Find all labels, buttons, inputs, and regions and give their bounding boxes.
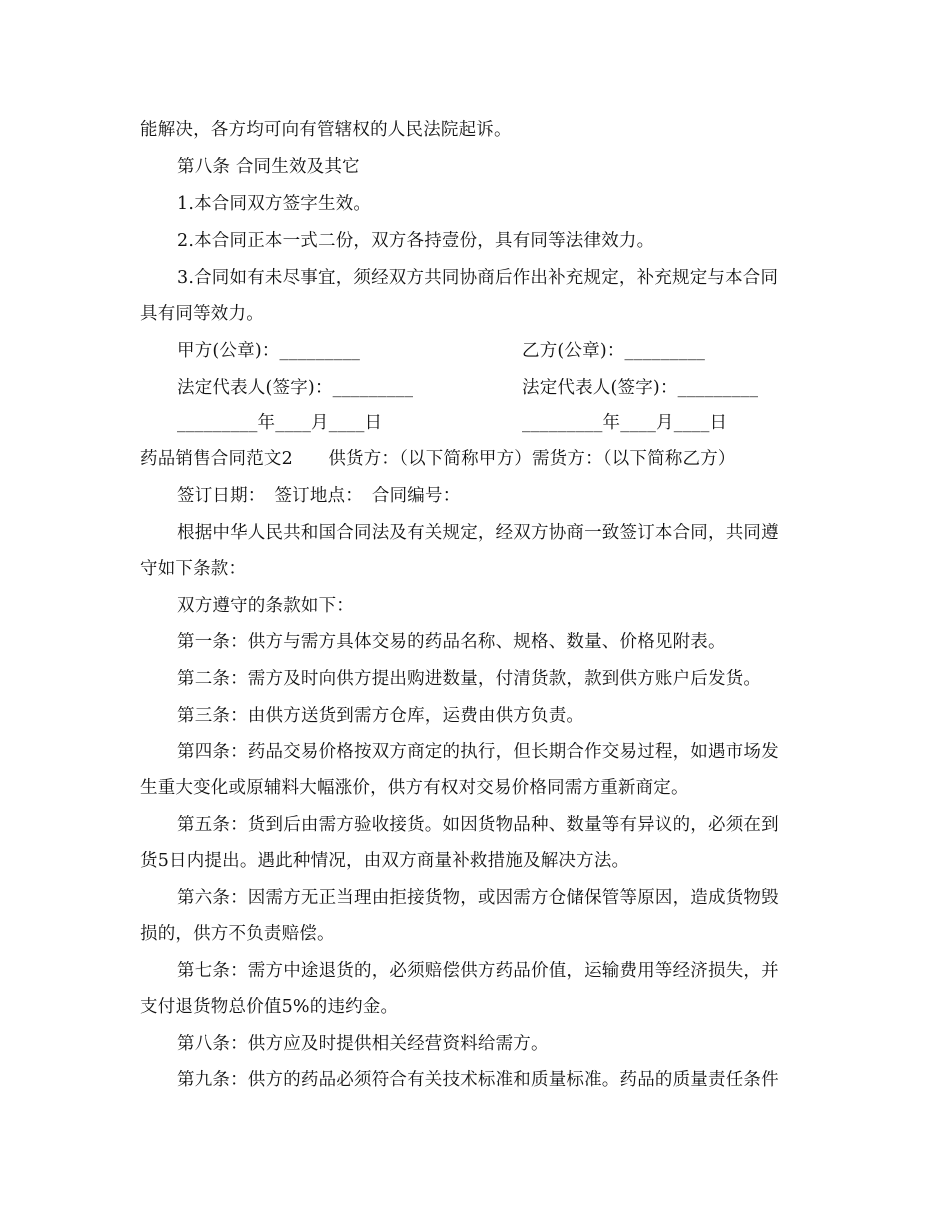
paragraph-line: 3.合同如有未尽事宜，须经双方共同协商后作出补充规定，补充规定与本合同 bbox=[177, 268, 779, 288]
party-a-date: _________年____月____日 bbox=[177, 413, 383, 433]
clause-8: 第八条：供方应及时提供相关经营资料给需方。 bbox=[177, 1034, 549, 1054]
contract-title-line: 药品销售合同范文2 供货方：（以下简称甲方）需货方：（以下简称乙方） bbox=[140, 449, 736, 469]
clause-6-cont: 损的，供方不负责赔偿。 bbox=[140, 924, 335, 944]
party-a-representative: 法定代表人(签字)：_________ bbox=[177, 378, 414, 398]
clause-7-cont: 支付退货物总价值5%的违约金。 bbox=[140, 997, 399, 1017]
intro-line: 根据中华人民共和国合同法及有关规定，经双方协商一致签订本合同，共同遵 bbox=[177, 523, 779, 543]
clauses-intro: 双方遵守的条款如下： bbox=[177, 596, 354, 616]
paragraph-line: 能解决，各方均可向有管辖权的人民法院起诉。 bbox=[140, 120, 512, 140]
party-b-seal: 乙方(公章)：_________ bbox=[522, 341, 706, 361]
clause-9: 第九条：供方的药品必须符合有关技术标准和质量标准。药品的质量责任条件 bbox=[177, 1070, 779, 1090]
clause-7: 第七条：需方中途退货的，必须赔偿供方药品价值，运输费用等经济损失，并 bbox=[177, 961, 779, 981]
clause-4: 第四条：药品交易价格按双方商定的执行，但长期合作交易过程，如遇市场发 bbox=[177, 742, 779, 762]
intro-line: 守如下条款： bbox=[140, 559, 247, 579]
paragraph-line: 具有同等效力。 bbox=[140, 304, 264, 324]
paragraph-line: 1.本合同双方签字生效。 bbox=[177, 194, 372, 214]
article-heading: 第八条 合同生效及其它 bbox=[177, 157, 360, 177]
party-a-seal: 甲方(公章)：_________ bbox=[177, 341, 361, 361]
clause-6: 第六条：因需方无正当理由拒接货物，或因需方仓储保管等原因，造成货物毁 bbox=[177, 888, 779, 908]
clause-5: 第五条：货到后由需方验收接货。如因货物品种、数量等有异议的，必须在到 bbox=[177, 815, 779, 835]
clause-4-cont: 生重大变化或原辅料大幅涨价，供方有权对交易价格同需方重新商定。 bbox=[140, 778, 689, 798]
party-b-date: _________年____月____日 bbox=[522, 413, 728, 433]
contract-meta-line: 签订日期： 签订地点： 合同编号： bbox=[177, 486, 461, 506]
clause-2: 第二条：需方及时向供方提出购进数量，付清货款，款到供方账户后发货。 bbox=[177, 669, 762, 689]
clause-3: 第三条：由供方送货到需方仓库，运费由供方负责。 bbox=[177, 706, 585, 726]
clause-1: 第一条：供方与需方具体交易的药品名称、规格、数量、价格见附表。 bbox=[177, 632, 726, 652]
paragraph-line: 2.本合同正本一式二份，双方各持壹份，具有同等法律效力。 bbox=[177, 231, 655, 251]
party-b-representative: 法定代表人(签字)：_________ bbox=[522, 378, 759, 398]
clause-5-cont: 货5日内提出。遇此种情况，由双方商量补救措施及解决方法。 bbox=[140, 851, 630, 871]
